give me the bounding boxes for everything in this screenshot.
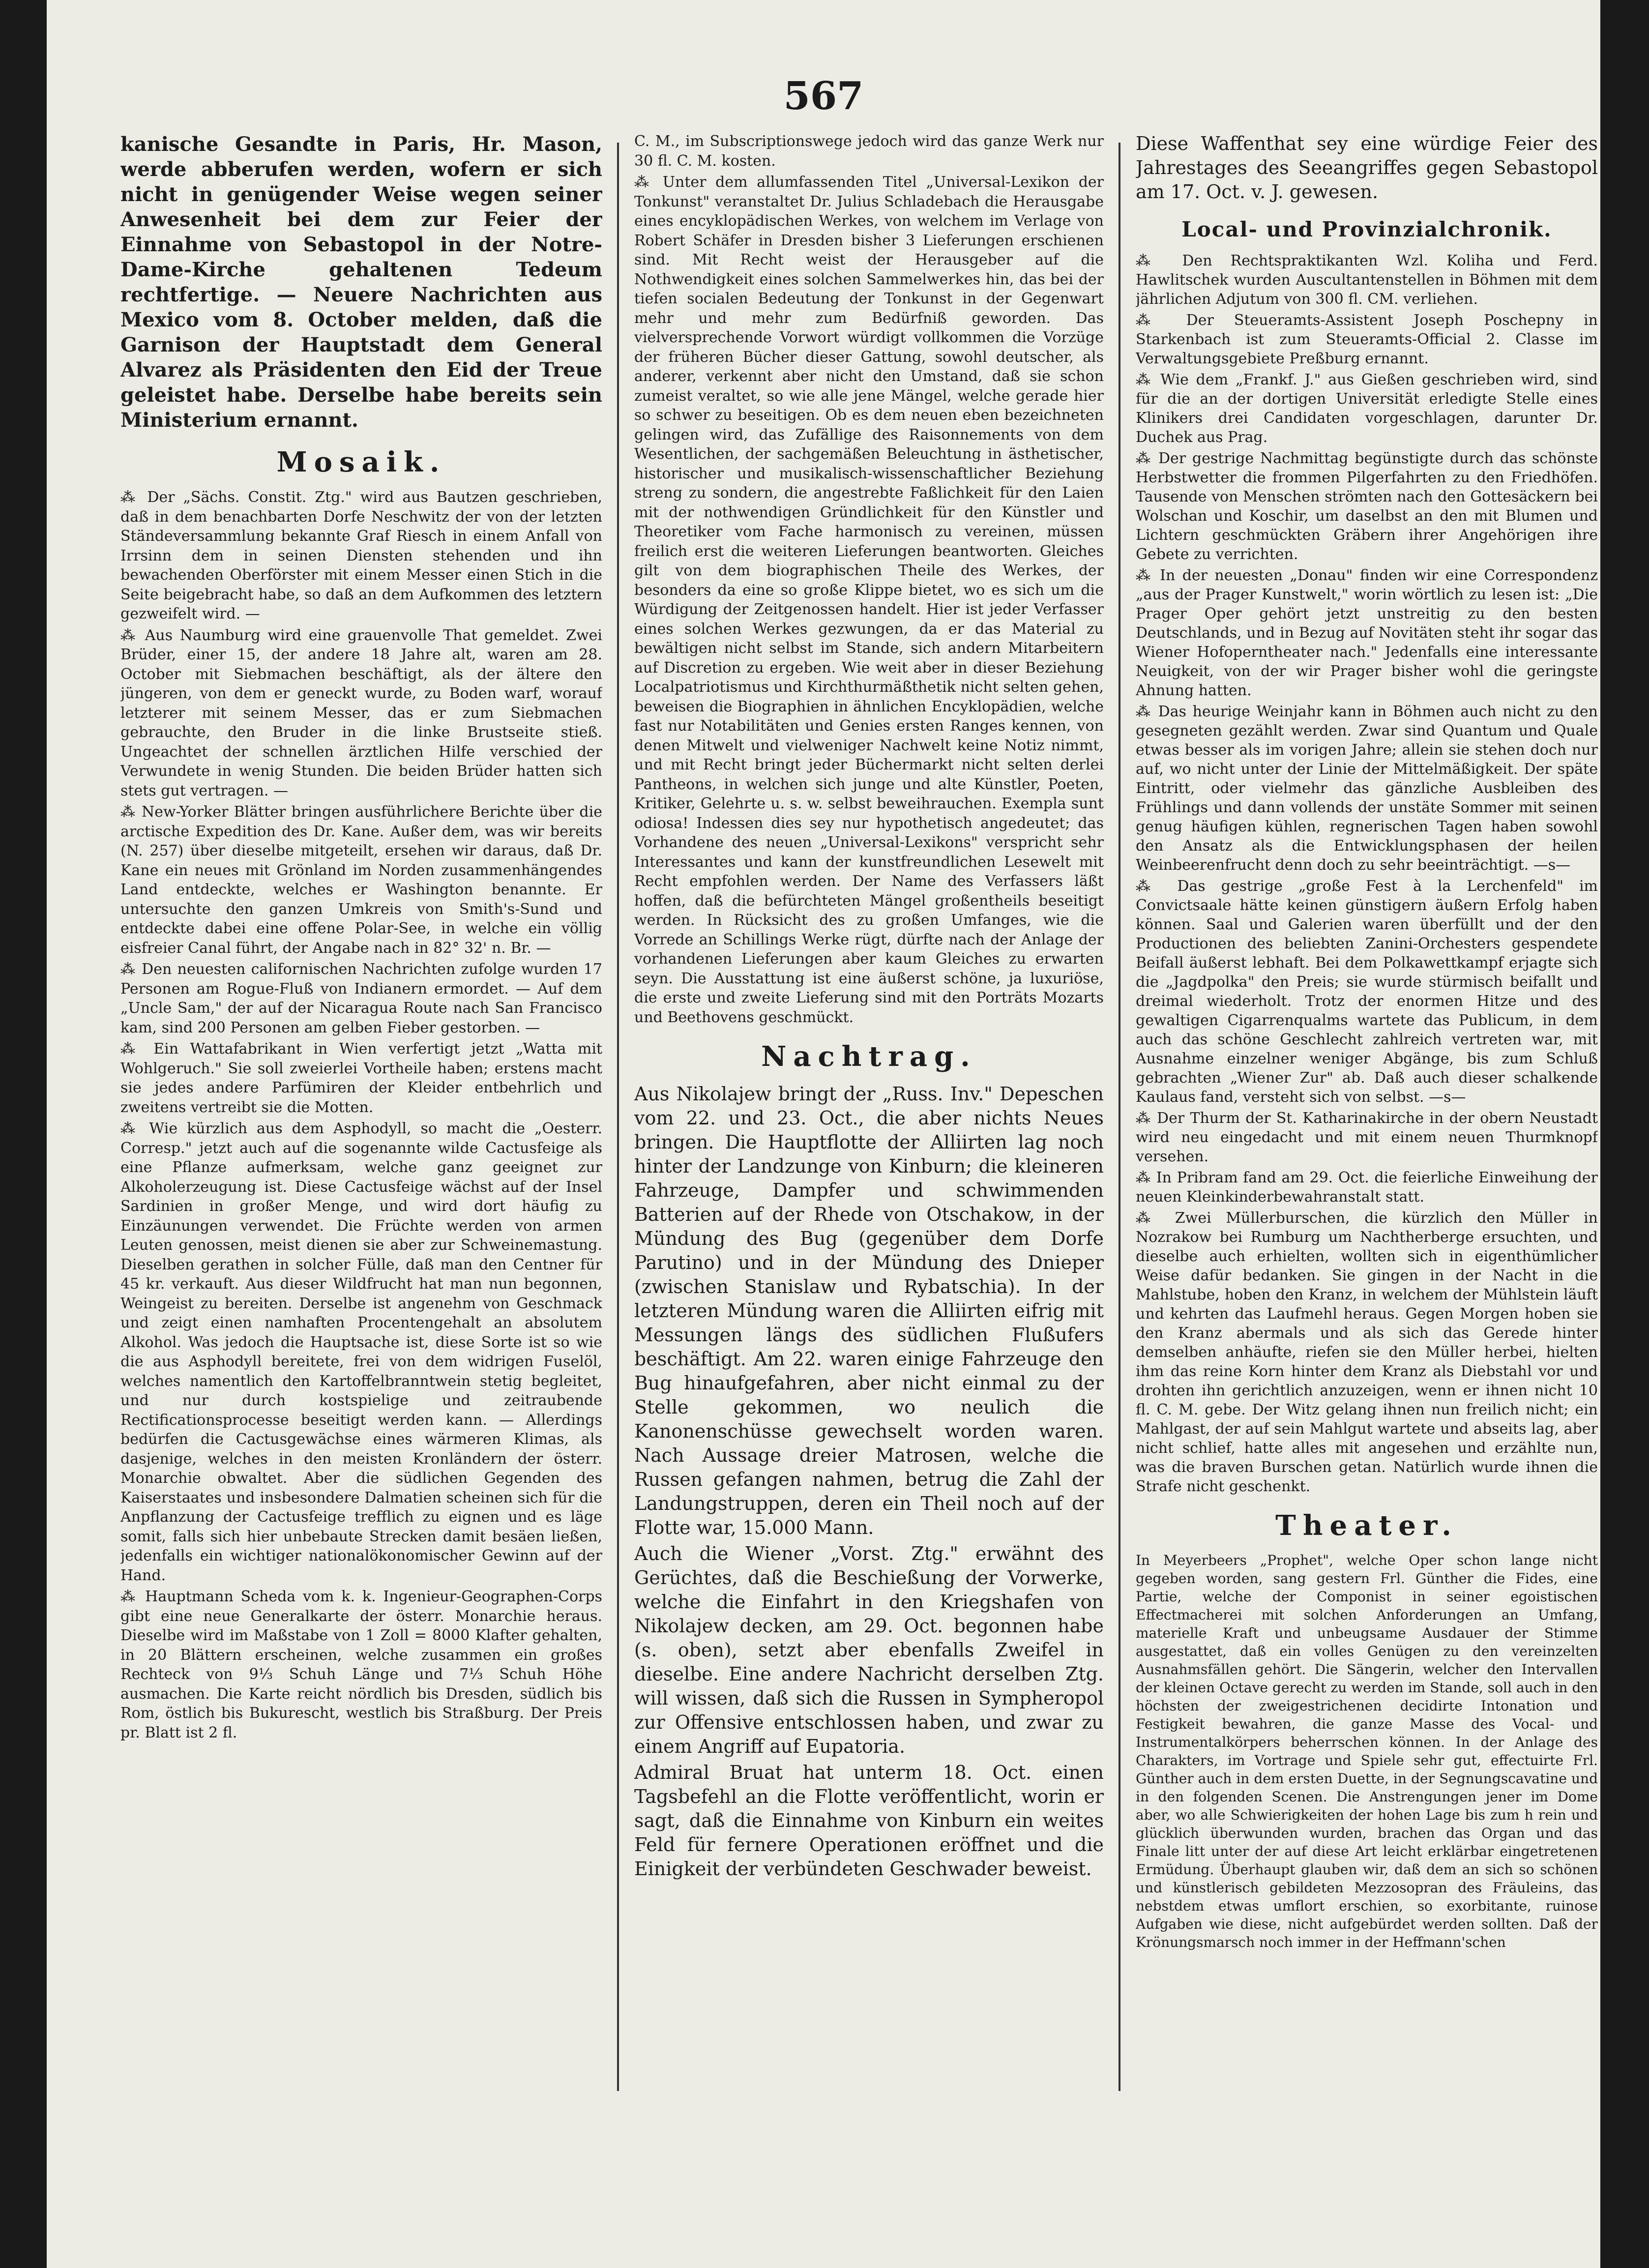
newspaper-page bbox=[47, 0, 1600, 2268]
news-item: ⁂ In Pribram fand am 29. Oct. die feierliche Einweihung der neuen Kleinkinderbewahranstalt statt. bbox=[1136, 1169, 1598, 1206]
news-item: ⁂ Wie kürzlich aus dem Asphodyll, so macht die „Oesterr. Corresp." jetzt auch auf die sogenannte wilde Cactusfeige als eine Pflanze aufmerksam, welche ganz geeignet zur Alkoholerzeugung ist. Diese Cactusfeige wächst auf der Insel Sardinien in großer Menge, und wird dort häufig zu Einzäunungen verwendet. Die Früchte werden von armen Leuten genossen, meist dienen sie aber zur Schweinemastung. Dieselben gerathen in solcher Fülle, daß man den Centner für 45 kr. verkauft. Aus dieser Wildfrucht hat man nun begonnen, Weingeist zu bereiten. Derselbe ist angenehm von Geschmack und zeigt einen namhaften Procentengehalt an absolutem Alkohol. Was jedoch die Hauptsache ist, diese Sorte ist so wie die aus Asphodyll bereitete, frei von dem widrigen Fuselöl, welches namentlich den Kartoffelbranntwein stetig begleitet, und nur durch kostspielige und zeitraubende Rectificationsprocesse beseitigt werden kann. — Allerdings bedürfen die Cactusgewächse eines wärmeren Klimas, als dasjenige, welches in den meisten Kronländern der österr. Monarchie obwaltet. Aber die südlichen Gegenden des Kaiserstaates und insbesondere Dalmatien scheinen sich für die Anpflanzung der Cactusfeige trefflich zu eignen und es läge somit, falls sich hier unbebaute Strecken damit besäen ließen, jedenfalls ein wichtiger nationalökonomischer Gewinn auf der Hand. bbox=[120, 1120, 602, 1584]
news-item: ⁂ Aus Naumburg wird eine grauenvolle That gemeldet. Zwei Brüder, einer 15, der andere 18 Jahre alt, waren am 28. October mit Siebmachen beschäftigt, als der ältere den jüngeren, von dem er geneckt wurde, zu Boden warf, worauf letzterer mit seinem Messer, das er zum Siebmachen gebrauchte, den Bruder in die linke Brustseite stieß. Ungeachtet der schnellen ärztlichen Hilfe verschied der Verwundete in wenig Stunden. Die beiden Brüder hatten sich stets gut vertragen. — bbox=[120, 626, 602, 799]
news-item: ⁂ Unter dem allumfassenden Titel „Universal-Lexikon der Tonkunst" veranstaltet Dr. Julius Schladebach die Herausgabe eines encyklopädischen Werkes, von welchem im Verlage von Robert Schäfer in Dresden bisher 3 Lieferungen erschienen sind. Mit Recht weist der Herausgeber auf die Nothwendigkeit eines solchen Sammelwerkes hin, das bei der tiefen socialen Bedeutung der Tonkunst in der Gegenwart mehr und mehr zum Bedürfniß geworden. Das vielversprechende Vorwort würdigt vollkommen die Vorzüge der früheren Bücher dieser Gattung, sowohl deutscher, als anderer, verkennt aber nicht den Umstand, daß sie schon zumeist veraltet, so wie alle jene Mängel, welche gerade hier so schwer zu beseitigen. Ob es dem neuen eben bezeichneten gelingen wird, das Zufällige des Raisonnements von dem Wesentlichen, der sachgemäßen Beleuchtung in ästhetischer, historischer und musikalisch-wissenschaftlicher Beziehung streng zu sondern, die angestrebte Faßlichkeit für den Laien mit der nothwendigen Gründlichkeit für den Künstler und Theoretiker vom Fache harmonisch zu vereinen, müssen freilich erst die weiteren Lieferungen beantworten. Gleiches gilt von dem biographischen Theile des Werkes, der besonders da eine so große Klippe bietet, wo es sich um die Würdigung der Zeitgenossen handelt. Hier ist jeder Verfasser eines solchen Werkes gezwungen, da er das Material zu bewältigen nicht selbst im Stande, sich andern Mitarbeitern auf Discretion zu ergeben. Wie weit aber in dieser Beziehung Localpatriotismus und Kirchthurmäßthetik nicht selten gehen, beweisen die Biographien in ähnlichen Encyklopädien, welche fast nur Notabilitäten und Genies ersten Ranges kennen, von denen Mitwelt und vielweniger Nachwelt keine Notiz nimmt, und mit Recht bringt jeder Büchermarkt nicht selten derlei Pantheons, in welchen sich junge und alte Künstler, Poeten, Kritiker, Gelehrte u. s. w. selbst beweihrauchen. Exempla sunt odiosa! Indessen dies sey nur hypothetisch angedeutet; das Vorhandene des neuen „Universal-Lexikons" verspricht sehr Interessantes und kann der kunstfreundlichen Lesewelt mit Recht empfohlen werden. Der Name des Verfassers läßt hoffen, daß die befürchteten Mängel großentheils beseitigt werden. In Rücksicht des zu großen Umfanges, wie die Vorrede an Schillings Werke rügt, dürfte nach der Anlage der vorhandenen Lieferungen aber kaum Gleiches zu erwarten seyn. Die Ausstattung ist eine äußerst schöne, ja luxuriöse, die erste und zweite Lieferung sind mit den Porträts Mozarts und Beethovens geschmückt. bbox=[634, 174, 1104, 1026]
news-item: ⁂ In der neuesten „Donau" finden wir eine Correspondenz „aus der Prager Kunstwelt," worin wörtlich zu lesen ist: „Die Prager Oper gehört jetzt unstreitig zu den besten Deutschlands, und in Bezug auf Novitäten steht ihr sogar das Wiener Hofoperntheater nach." Jedenfalls eine interessante Neuigkeit, von der wir Prager bisher wohl die geringste Ahnung hatten. bbox=[1136, 567, 1598, 699]
page-number: 567 bbox=[783, 74, 864, 118]
column-1 bbox=[120, 132, 602, 2189]
news-item: Admiral Bruat hat unterm 18. Oct. einen Tagsbefehl an die Flotte veröffentlicht, worin er sagt, daß die Einnahme von Kinburn ein weites Feld für fernere Operationen eröffnet und die Einigkeit der verbündeten Geschwader beweist. bbox=[634, 1762, 1104, 1880]
news-item: ⁂ Der Steueramts-Assistent Joseph Poschepny in Starkenbach ist zum Steueramts-Official 2. Classe im Verwaltungsgebiete Preßburg ernannt. bbox=[1136, 312, 1598, 367]
news-item: C. M., im Subscriptionswege jedoch wird das ganze Werk nur 30 fl. C. M. kosten. bbox=[634, 133, 1104, 170]
news-item: ⁂ New-Yorker Blätter bringen ausführlichere Berichte über die arctische Expedition des Dr. Kane. Außer dem, was wir bereits (N. 257) über dieselbe mitgeteilt, ersehen wir daraus, daß Dr. Kane ein neues mit Grönland im Norden zusammenhängendes Land entdeckte, welches er Washington benannte. Er untersuchte den ganzen Umkreis von Smith's-Sund und entdeckte dabei eine offene Polar-See, in welche ein völlig eisfreier Canal führt, der Angabe nach in 82° 32' n. Br. — bbox=[120, 803, 602, 957]
news-item: ⁂ Das gestrige „große Fest à la Lerchenfeld" im Convictsaale hätte keinen günstigern äußern Erfolg haben können. Saal und Galerien waren überfüllt und der den Productionen des beliebten Zanini-Orchesters gespendete Beifall äußerst lebhaft. Bei dem Polkawettkampf erjagte sich die „Jagdpolka" den Preis; sie wurde stürmisch beifallt und dreimal wiederholt. Trotz der enormen Hitze und des gewaltigen Cigarrenqualms wartete das Publicum, in dem auch das schöne Geschlecht zahlreich vertreten war, mit Ausnahme einzelner weniger Abgänge, bis zum Schluß gebrachten „Wiener Zur" ab. Daß auch dieser schalkende Kaulaus fand, versteht sich von selbst. —s— bbox=[1136, 878, 1598, 1106]
news-item: ⁂ Ein Wattafabrikant in Wien verfertigt jetzt „Watta mit Wohlgeruch." Sie soll zweierlei Vortheile haben; erstens macht sie jedes andere Parfümiren der Kleider entbehrlich und zweitens vertreibt sie die Motten. bbox=[120, 1040, 602, 1116]
news-item: ⁂ Der „Sächs. Constit. Ztg." wird aus Bautzen geschrieben, daß in dem benachbarten Dorfe Neschwitz der von der letzten Ständeversammlung bekannte Graf Riesch in einem Anfall von Irrsinn dem in seinen Diensten stehenden und ihn bewachenden Oberförster mit einem Messer einen Stich in die Seite beigebracht habe, so daß an dem Aufkommen des letztern gezweifelt wird. — bbox=[120, 489, 602, 622]
news-item: ⁂ Den Rechtspraktikanten Wzl. Koliha und Ferd. Hawlitschek wurden Auscultantenstellen in Böhmen mit dem jährlichen Adjutum von 300 fl. CM. verliehen. bbox=[1136, 252, 1598, 308]
news-item: ⁂ Der gestrige Nachmittag begünstigte durch das schönste Herbstwetter die frommen Pilgerfahrten zu den Friedhöfen. Tausende von Menschen strömten nach den Gottesäckern bei Wolschan und Koschir, um daselbst an den mit Blumen und Lichtern geschmückten Gräbern ihrer Angehörigen ihre Gebete zu verrichten. bbox=[1136, 450, 1598, 563]
news-item: ⁂ Zwei Müllerburschen, die kürzlich den Müller in Nozrakow bei Rumburg um Nachtherberge ersuchten, und dieselbe auch erhielten, wollten sich in eigenthümlicher Weise dafür bedanken. Sie gingen in der Nacht in die Mahlstube, hoben den Kranz, in welchem der Mühlstein läuft und kehrten das Laufmehl heraus. Gegen Morgen hoben sie den Kranz abermals und als sich das Gerede hinter demselben anhäufte, riefen sie den Müller herbei, hielten ihm das reine Korn hinter dem Kranz als Diebstahl vor und drohten ihn gerichtlich anzuzeigen, wenn er ihnen nicht 10 fl. C. M. gebe. Der Witz gelang ihnen nun freilich nicht; ein Mahlgast, der auf sein Mahlgut wartete und abseits lag, aber nicht schlief, hatte alles mit angesehen und erzählte nun, was die braven Burschen getan. Natürlich wurde ihnen die Strafe nicht geschenkt. bbox=[1136, 1209, 1598, 1495]
section-heading-local-chronicle: Local- und Provinzialchronik. bbox=[1181, 217, 1552, 241]
article-continuation: kanische Gesandte in Paris, Hr. Mason, werde abberufen werden, wofern er sich nicht in genügender Weise wegen seiner Anwesenheit bei dem zur Feier der Einnahme von Sebastopol in der Notre-Dame-Kirche gehaltenen Tedeum rechtfertige. — Neuere Nachrichten aus Mexico vom 8. October melden, daß die Garnison der Hauptstadt dem General Alvarez als Präsidenten den Eid der Treue geleistet habe. Derselbe habe bereits sein Ministerium ernannt. bbox=[120, 133, 602, 432]
article-continuation: Diese Waffenthat sey eine würdige Feier des Jahrestages des Seeangriffes gegen Sebastopol am 17. Oct. v. J. gewesen. bbox=[1136, 133, 1598, 203]
news-item: ⁂ Hauptmann Scheda vom k. k. Ingenieur-Geographen-Corps gibt eine neue Generalkarte der österr. Monarchie heraus. Dieselbe wird im Maßstabe von 1 Zoll = 8000 Klafter gehalten, in 20 Blättern erscheinen, welche zusammen ein großes Rechteck von 9⅓ Schuh Länge und 7⅓ Schuh Höhe ausmachen. Die Karte reicht nördlich bis Dresden, südlich bis Rom, östlich bis Bukurescht, westlich bis Straßburg. Der Preis pr. Blatt ist 2 fl. bbox=[120, 1588, 602, 1741]
column-divider bbox=[1119, 143, 1120, 2091]
column-divider bbox=[617, 143, 619, 2091]
news-item: Auch die Wiener „Vorst. Ztg." erwähnt des Gerüchtes, daß die Beschießung der Vorwerke, welche die Einfahrt in den Kriegshafen von Nikolajew decken, am 29. Oct. begonnen habe (s. oben), setzt aber ebenfalls Zweifel in dieselbe. Eine andere Nachricht derselben Ztg. will wissen, daß sich die Russen in Sympheropol zur Offensive entschlossen haben, und zwar zu einem Angriff auf Eupatoria. bbox=[634, 1543, 1104, 1757]
news-item: ⁂ Den neuesten californischen Nachrichten zufolge wurden 17 Personen am Rogue-Fluß von Indianern ermordet. — Auf dem „Uncle Sam," der auf der Nicaragua Route nach San Francisco kam, sind 200 Personen am gelben Fieber gestorben. — bbox=[120, 961, 602, 1036]
column-2 bbox=[634, 132, 1104, 2189]
section-heading-theater: Theater. bbox=[1275, 1509, 1458, 1542]
news-item: ⁂ Wie dem „Frankf. J." aus Gießen geschrieben wird, sind für die an der dortigen Universität erledigte Stelle eines Klinikers drei Candidaten vorgeschlagen, darunter Dr. Duchek aus Prag. bbox=[1136, 371, 1598, 446]
theater-review: In Meyerbeers „Prophet", welche Oper schon lange nicht gegeben worden, sang gestern Frl. Günther die Fides, eine Partie, welche der Componist in seiner egoistischen Effectmacherei mit solchen Anforderungen an Umfang, materielle Kraft und unbeugsame Ausdauer der Stimme ausgestattet, daß ein volles Genügen zu den vereinzelten Ausnahmsfällen gehört. Die Sängerin, welcher den Intervallen der kleinen Octave gerecht zu werden im Stande, soll auch in den höchsten der zweigestrichenen decidirte Intonation und Festigkeit bewahren, die ganze Masse des Vocal- und Instrumentalkörpers beherrschen können. In der Anlage des Charakters, im Vortrage und Spiele sehr gut, effectuirte Frl. Günther auch in dem ersten Duette, in der Segnungscavatine und in den folgenden Scenen. Die Anstrengungen jener im Dome aber, wo alle Schwierigkeiten der hohen Lage bis zum h rein und glücklich überwunden wurden, brachen das Organ und das Finale litt unter der auf diese Art leicht erklärbar eingetretenen Ermüdung. Überhaupt glauben wir, daß dem an sich so schönen und künstlerisch gebildeten Mezzosopran des Fräuleins, das nebstdem etwas umflort erschien, so exorbitante, ruinose Aufgaben wie diese, nicht aufgebürdet werden sollten. Daß der Krönungsmarsch noch immer in der Heffmann'schen bbox=[1136, 1552, 1598, 1950]
section-heading-mosaik: Mosaik. bbox=[276, 446, 446, 478]
section-heading-nachtrag: Nachtrag. bbox=[761, 1040, 977, 1073]
news-item: ⁂ Der Thurm der St. Katharinakirche in der obern Neustadt wird neu eingedacht und mit einem neuen Thurmknopf versehen. bbox=[1136, 1110, 1598, 1165]
column-3 bbox=[1136, 132, 1598, 2189]
news-item: ⁂ Das heurige Weinjahr kann in Böhmen auch nicht zu den gesegneten gezählt werden. Zwar sind Quantum und Quale etwas besser als im vorigen Jahre; allein sie stehen doch nur auf, wo nicht unter der Linie der Mittelmäßigkeit. Der späte Eintritt, oder vielmehr das gänzliche Ausbleiben des Frühlings und dann vollends der unstäte Sommer mit seinen genug häufigen kühlen, regnerischen Tagen haben sowohl den Ansatz als die Entwicklungsphasen der heilen Weinbeerenfrucht denn doch zu sehr beeinträchtigt. —s— bbox=[1136, 703, 1598, 874]
news-item: Aus Nikolajew bringt der „Russ. Inv." Depeschen vom 22. und 23. Oct., die aber nichts Neues bringen. Die Hauptflotte der Alliirten lag noch hinter der Landzunge von Kinburn; die kleineren Fahrzeuge, Dampfer und schwimmenden Batterien auf der Rhede von Otschakow, in der Mündung des Bug (gegenüber dem Dorfe Parutino) und in der Mündung des Dnieper (zwischen Stanislaw und Rybatschia). In der letzteren Mündung waren die Alliirten eifrig mit Messungen längs des südlichen Flußufers beschäftigt. Am 22. waren einige Fahrzeuge den Bug hinaufgefahren, aber nicht einmal zu der Stelle gekommen, wo neulich die Kanonenschüsse gewechselt worden waren. Nach Aussage dreier Matrosen, welche die Russen gefangen nahmen, betrug die Zahl der Landungstruppen, deren ein Theil noch auf der Flotte war, 15.000 Mann. bbox=[634, 1083, 1104, 1538]
